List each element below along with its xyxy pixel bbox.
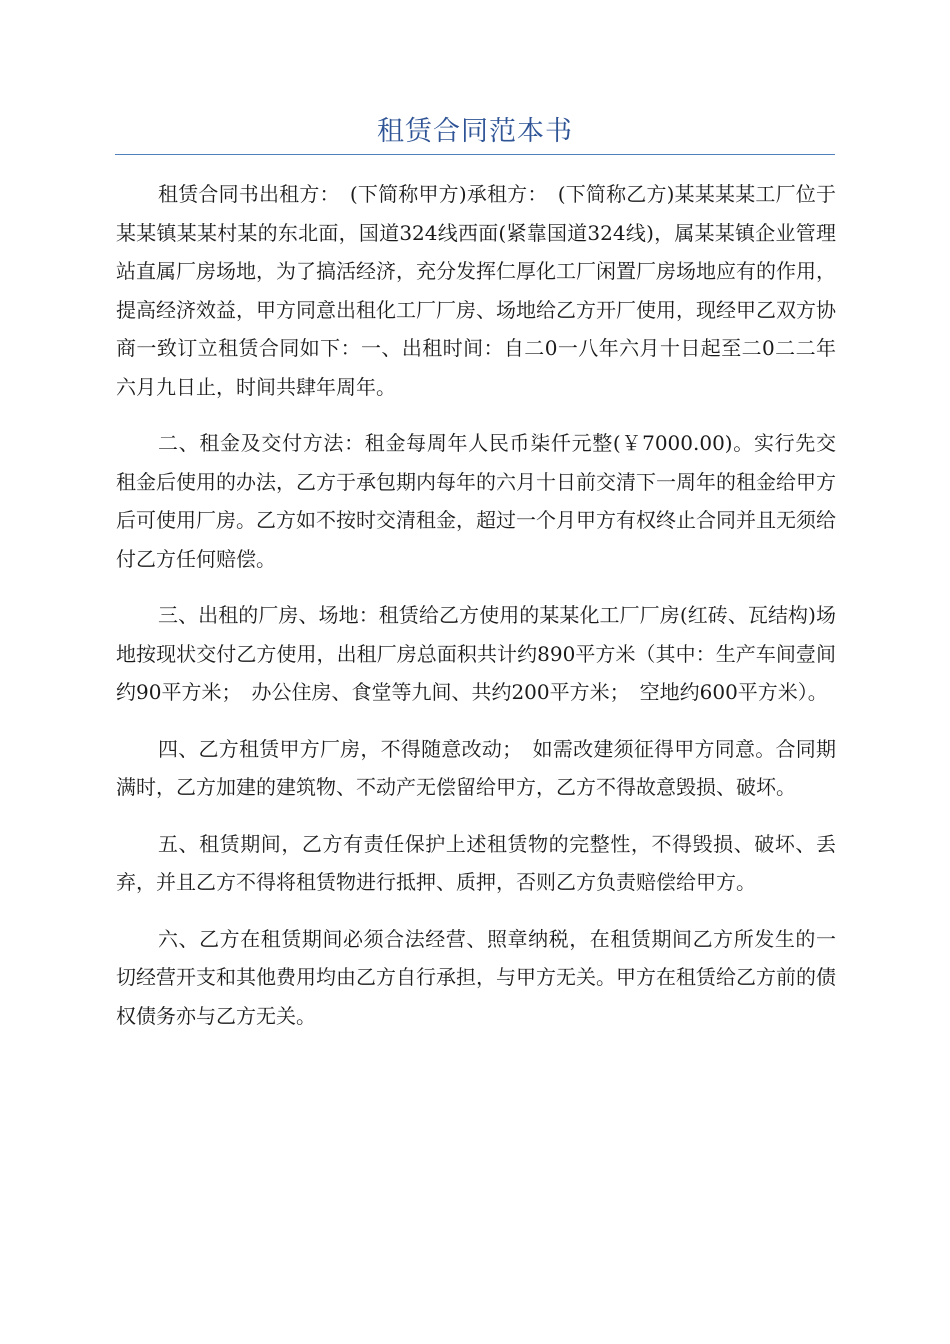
- document-title: 租赁合同范本书: [377, 116, 573, 147]
- paragraph-clause-5: 五、租赁期间，乙方有责任保护上述租赁物的完整性，不得毁损、破坏、丢弃，并且乙方不得将租赁物进行抵押、质押，否则乙方负责赔偿给甲方。: [116, 831, 836, 894]
- paragraph-clause-6: 六、乙方在租赁期间必须合法经营、照章纳税，在租赁期间乙方所发生的一切经营开支和其他费用均由乙方自行承担，与甲方无关。甲方在租赁给乙方前的债权债务亦与乙方无关。: [116, 926, 836, 1028]
- title-underline: [115, 154, 835, 155]
- paragraph-clause-3: 三、出租的厂房、场地：租赁给乙方使用的某某化工厂厂房(红砖、瓦结构)场地按现状交付乙方使用，出租厂房总面积共计约890平方米（其中：生产车间壹间约90平方米； 办公住房、食堂等九间、共约200平方米； 空地约600平方米）。: [116, 603, 836, 704]
- paragraph-clause-4: 四、乙方租赁甲方厂房，不得随意改动； 如需改建须征得甲方同意。合同期满时，乙方加建的建筑物、不动产无偿留给甲方，乙方不得故意毁损、破坏。: [116, 736, 836, 799]
- document-body: [116, 175, 836, 1053]
- paragraph-clause-2: 二、租金及交付方法：租金每周年人民币柒仟元整(￥7000.00)。实行先交租金后使用的办法，乙方于承包期内每年的六月十日前交清下一周年的租金给甲方后可使用厂房。乙方如不按时交清租金，超过一个月甲方有权终止合同并且无须给付乙方任何赔偿。: [116, 431, 836, 571]
- paragraph-intro-and-clause-1: 租赁合同书出租方： (下简称甲方)承租方： (下简称乙方)某某某某工厂位于某某镇某某村某的东北面，国道324线西面(紧靠国道324线)，属某某镇企业管理站直属厂房场地，为了搞活经济，充分发挥仁厚化工厂闲置厂房场地应有的作用，提高经济效益，甲方同意出租化工厂厂房、场地给乙方开厂使用，现经甲乙双方协商一致订立租赁合同如下：一、出租时间：自二0一八年六月十日起至二0二二年六月九日止，时间共肆年周年。: [116, 182, 836, 399]
